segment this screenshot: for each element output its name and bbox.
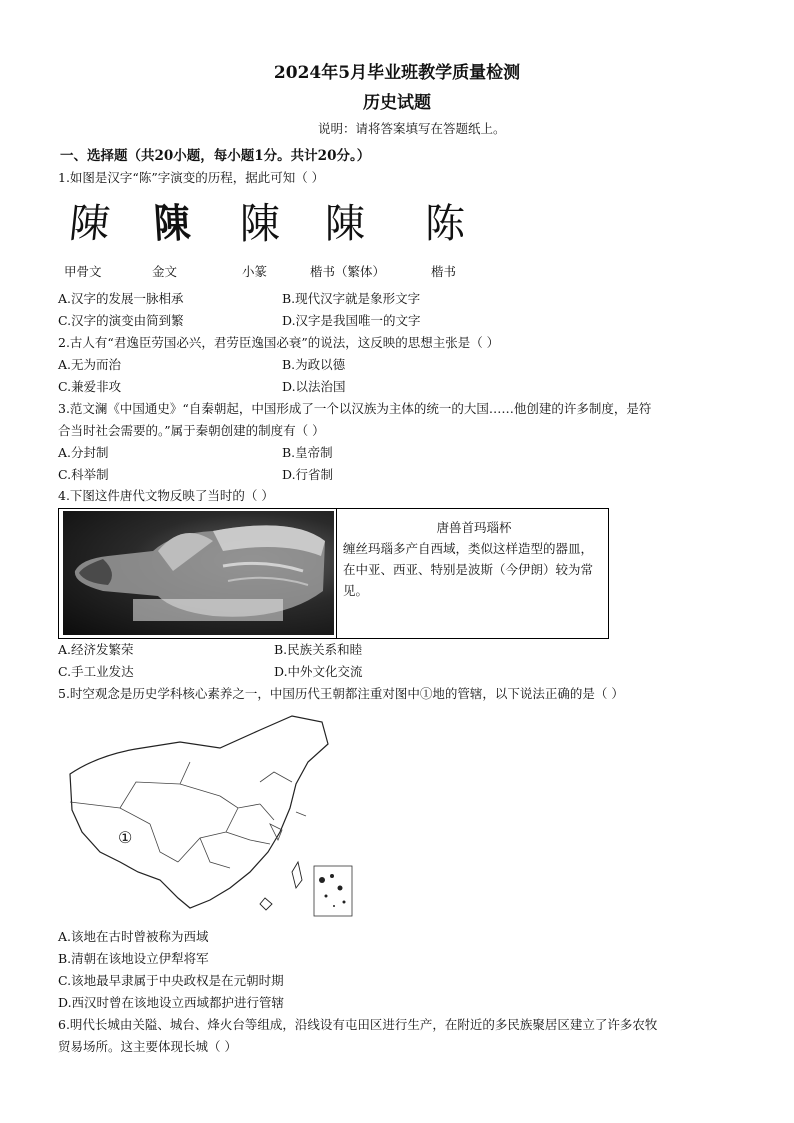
glyph-oracle-bone: 陳: [67, 201, 113, 247]
q4-option-d[interactable]: D.中外文化交流: [274, 664, 363, 679]
artifact-caption: [343, 517, 605, 601]
q3-option-b[interactable]: B.皇帝制: [282, 445, 333, 460]
q5-option-d[interactable]: D.西汉时曾在该地设立西域都护进行管辖: [58, 995, 285, 1010]
caption-oracle-bone: 甲骨文: [64, 264, 102, 279]
q1-option-c[interactable]: C.汉字的演变由简到繁: [58, 313, 184, 328]
glyph-bronze: 陳: [152, 200, 192, 247]
q1-option-b[interactable]: B.现代汉字就是象形文字: [282, 291, 421, 306]
q2-option-d[interactable]: D.以法治国: [282, 379, 346, 394]
exam-subtitle: 历史试题: [363, 93, 431, 113]
caption-small-seal: 小篆: [242, 264, 268, 279]
question-4-stem: 4.下图这件唐代文物反映了当时的（ ）: [58, 488, 274, 503]
question-3-stem-line-2: 合当时社会需要的。”属于秦朝创建的制度有（ ）: [58, 423, 325, 438]
question-3-stem-line-1: 3.范文澜《中国通史》“自秦朝起，中国形成了一个以汉族为主体的统一的大国……他创建的许多制度，是符: [58, 401, 652, 416]
q5-option-a[interactable]: A.该地在古时曾被称为西域: [58, 929, 209, 944]
exam-note: 说明：请将答案填写在答题纸上。: [318, 121, 506, 136]
question-5-stem: 5.时空观念是历史学科核心素养之一，中国历代王朝都注重对图中①地的管辖，以下说法正确的是（ ）: [58, 686, 624, 701]
q4-option-b[interactable]: B.民族关系和睦: [274, 642, 363, 657]
q5-option-c[interactable]: C.该地最早隶属于中央政权是在元朝时期: [58, 973, 284, 988]
q4-option-c[interactable]: C.手工业发达: [58, 664, 134, 679]
artifact-divider: [336, 509, 337, 638]
question-1-stem: 1.如图是汉字“陈”字演变的历程，据此可知（ ）: [58, 170, 325, 185]
section-heading: 一、选择题（共20小题，每小题1分。共计20分。）: [60, 148, 371, 164]
china-map: [60, 712, 360, 922]
glyph-small-seal: 陳: [240, 200, 280, 249]
question-2-stem: 2.古人有“君逸臣劳国必兴，君劳臣逸国必衰”的说法，这反映的思想主张是（ ）: [58, 335, 500, 350]
q3-option-a[interactable]: A.分封制: [58, 445, 109, 460]
q1-option-a[interactable]: A.汉字的发展一脉相承: [58, 291, 184, 306]
glyph-traditional-regular: 陳: [325, 201, 365, 247]
artifact-description: 缠丝玛瑙多产自西域，类似这样造型的器皿，在中亚、西亚、特别是波斯（今伊朗）较为常见。: [343, 541, 594, 598]
q3-option-d[interactable]: D.行省制: [282, 467, 334, 482]
q5-option-b[interactable]: B.清朝在该地设立伊犁将军: [58, 951, 209, 966]
q2-option-c[interactable]: C.兼爱非攻: [58, 379, 122, 394]
q1-option-d[interactable]: D.汉字是我国唯一的文字: [282, 313, 421, 328]
question-6-stem-line-1: 6.明代长城由关隘、城台、烽火台等组成，沿线设有屯田区进行生产，在附近的多民族聚居区建立了许多农牧: [58, 1017, 658, 1032]
caption-simplified-regular: 楷书: [431, 264, 457, 279]
glyph-simplified-regular: 陈: [425, 201, 465, 247]
caption-bronze: 金文: [152, 264, 178, 279]
map-marker-1: ①: [118, 828, 133, 847]
agate-cup-photo: [63, 511, 334, 635]
q2-option-b[interactable]: B.为政以德: [282, 357, 346, 372]
q4-option-a[interactable]: A.经济发繁荣: [58, 642, 134, 657]
caption-traditional-regular: 楷书（繁体）: [310, 264, 386, 279]
artifact-title: 唐兽首玛瑙杯: [436, 520, 512, 535]
artifact-figure: [58, 508, 609, 639]
q3-option-c[interactable]: C.科举制: [58, 467, 109, 482]
question-6-stem-line-2: 贸易场所。这主要体现长城（ ）: [58, 1039, 237, 1054]
q2-option-a[interactable]: A.无为而治: [58, 357, 122, 372]
exam-title: 2024年5月毕业班教学质量检测: [273, 63, 521, 83]
